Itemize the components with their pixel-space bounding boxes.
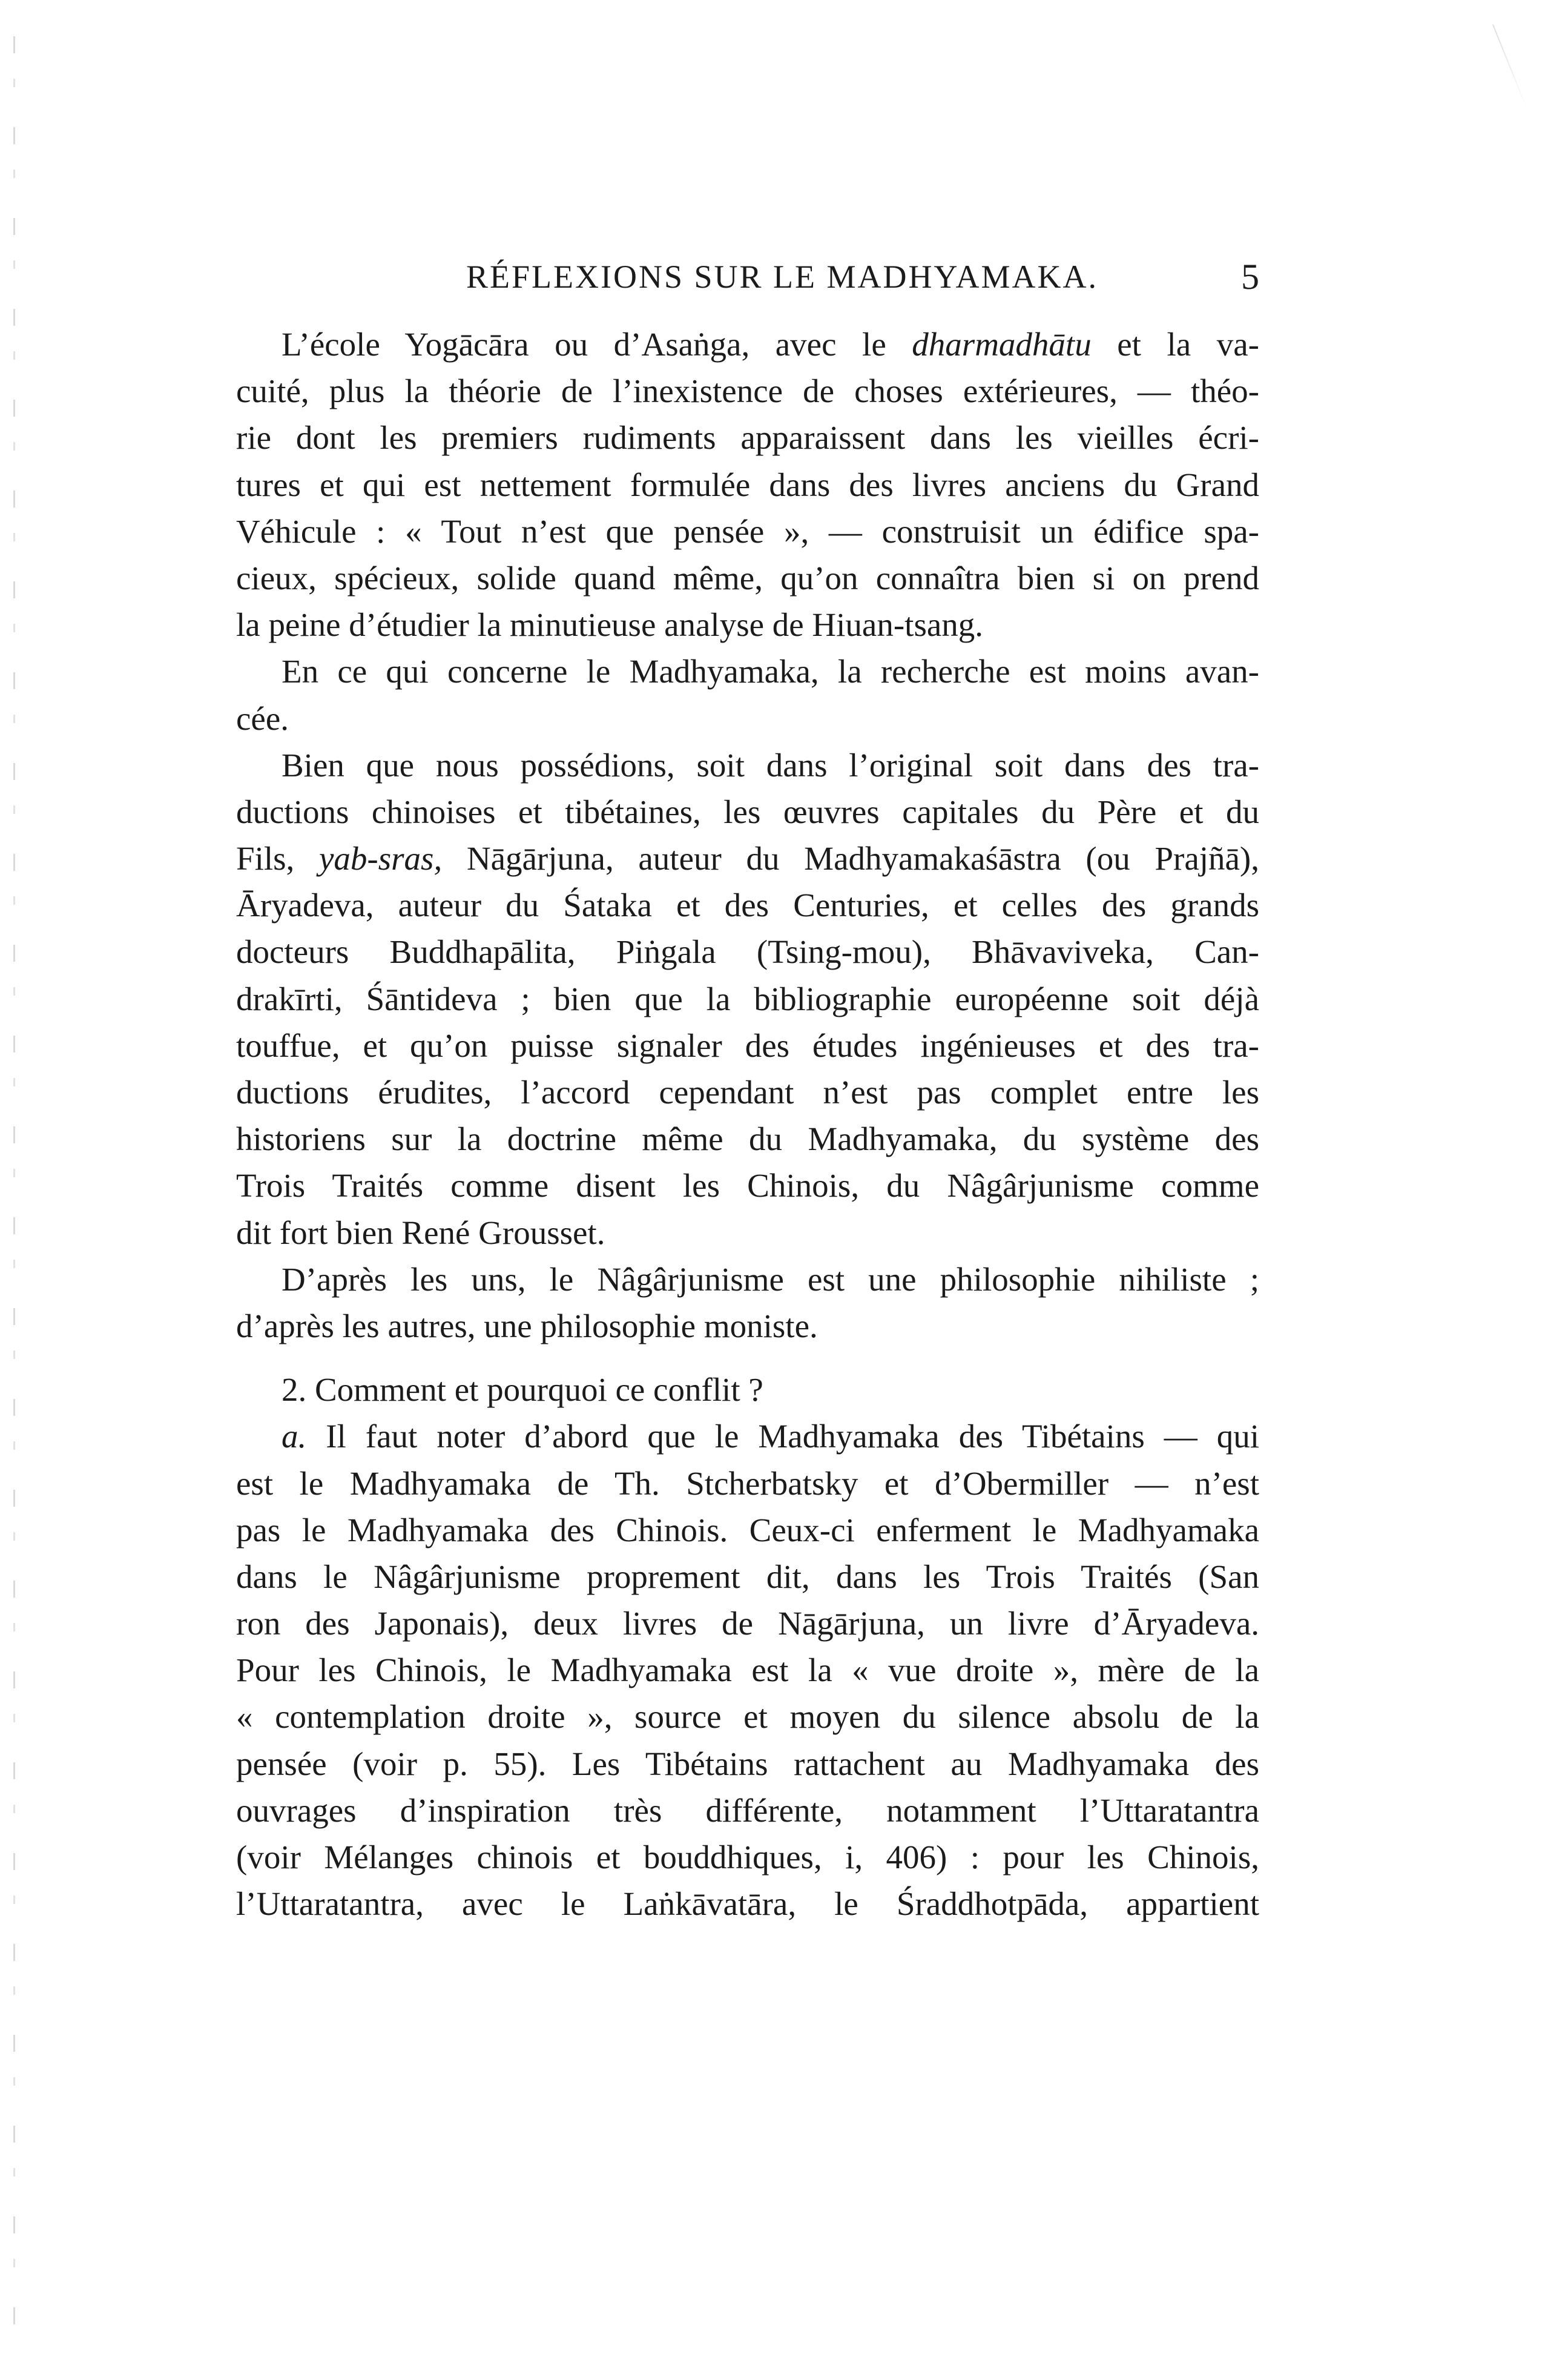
text-line	[236, 1880, 1259, 1927]
text-run: Pour les Chinois, le Madhyamaka est la « vue droite », mère de la	[236, 1651, 1259, 1689]
text-run: Fils,	[236, 840, 319, 878]
text-run: L’école Yogācāra ou d’Asaṅga, avec le	[282, 326, 912, 363]
running-title: RÉFLEXIONS SUR LE MADHYAMAKA.	[466, 259, 1099, 295]
text-line	[236, 648, 1259, 695]
text-run: Nāgārjuna, auteur du Madhyamakaśāstra (ou Prajñā),	[442, 840, 1259, 878]
text-run: docteurs Buddhapālita, Piṅgala (Tsing-mou), Bhāvaviveka, Can-	[236, 933, 1259, 971]
text-run: « contemplation droite », source et moyen du silence absolu de la	[236, 1698, 1259, 1736]
text-run: Bien que nous possédions, soit dans l’original soit dans des tra-	[282, 746, 1259, 784]
paragraph	[236, 1256, 1259, 1349]
text-run: Il faut noter d’abord que le Madhyamaka des Tibétains — qui	[306, 1418, 1259, 1455]
paragraph	[236, 648, 1259, 741]
text-line	[236, 1303, 1259, 1349]
text-run: 2. Comment et pourquoi ce conflit ?	[282, 1371, 763, 1409]
text-run: (voir Mélanges chinois et bouddhiques, i, 406) : pour les Chinois,	[236, 1839, 1259, 1876]
text-run: drakīrti, Śāntideva ; bien que la bibliographie européenne soit déjà	[236, 980, 1259, 1017]
body-text	[236, 321, 1259, 2047]
text-run: Trois Traités comme disent les Chinois, du Nâgârjunisme comme	[236, 1167, 1259, 1205]
text-line	[236, 1022, 1259, 1069]
paragraph	[236, 1366, 1259, 1413]
text-run: cée.	[236, 699, 289, 737]
italic-term: a.	[282, 1418, 307, 1455]
text-line	[236, 1600, 1259, 1647]
text-line	[236, 882, 1259, 928]
text-line	[236, 835, 1259, 882]
scan-edge-artifact	[13, 36, 15, 2325]
text-line	[236, 1647, 1259, 1693]
paragraph	[236, 321, 1259, 648]
text-line	[236, 1553, 1259, 1600]
text-line	[236, 788, 1259, 835]
text-run: D’après les uns, le Nâgârjunisme est une philosophie nihiliste ;	[282, 1260, 1259, 1298]
text-run: pas le Madhyamaka des Chinois. Ceux-ci enferment le Madhyamaka	[236, 1511, 1259, 1549]
text-line	[236, 1787, 1259, 1834]
text-line	[236, 1366, 1259, 1413]
italic-term: yab-sras,	[319, 840, 443, 878]
text-line	[236, 1460, 1259, 1507]
text-run: historiens sur la doctrine même du Madhyamaka, du système des	[236, 1120, 1259, 1158]
section-gap	[236, 1349, 1259, 1366]
text-line	[236, 601, 1259, 648]
text-run: dans le Nâgârjunisme proprement dit, dans les Trois Traités (San	[236, 1558, 1259, 1595]
text-run: ductions érudites, l’accord cependant n’est pas complet entre les	[236, 1074, 1259, 1111]
text-run: d’après les autres, une philosophie moniste.	[236, 1307, 818, 1344]
italic-term: dharmadhātu	[912, 326, 1092, 363]
text-line	[236, 321, 1259, 368]
text-line	[236, 508, 1259, 555]
text-line	[236, 1740, 1259, 1787]
text-run: dit fort bien René Grousset.	[236, 1214, 605, 1251]
text-run: pensée (voir p. 55). Les Tibétains rattachent au Madhyamaka des	[236, 1745, 1259, 1782]
text-run: touffue, et qu’on puisse signaler des études ingénieuses et des tra-	[236, 1026, 1259, 1064]
text-run: En ce qui concerne le Madhyamaka, la recherche est moins avan-	[282, 653, 1259, 690]
text-line	[236, 1256, 1259, 1303]
text-line	[236, 1069, 1259, 1116]
text-line	[236, 1834, 1259, 1880]
text-run: ductions chinoises et tibétaines, les œuvres capitales du Père et du	[236, 793, 1259, 830]
text-run: rie dont les premiers rudiments apparaissent dans les vieilles écri-	[236, 419, 1259, 457]
text-line	[236, 1162, 1259, 1209]
page-number: 5	[1241, 257, 1259, 297]
text-line	[236, 1209, 1259, 1256]
text-run: et la va-	[1091, 326, 1259, 363]
text-line	[236, 1116, 1259, 1162]
text-line	[236, 555, 1259, 601]
text-line	[236, 461, 1259, 508]
text-run: l’Uttaratantra, avec le Laṅkāvatāra, le Śraddhotpāda, appartient	[236, 1885, 1259, 1923]
text-run: est le Madhyamaka de Th. Stcherbatsky et d’Obermiller — n’est	[236, 1464, 1259, 1502]
text-line	[236, 976, 1259, 1022]
scan-mark-artifact	[1492, 24, 1527, 109]
text-line	[236, 1693, 1259, 1740]
text-run: Véhicule : « Tout n’est que pensée », — construisit un édifice spa-	[236, 512, 1259, 550]
text-line	[236, 368, 1259, 414]
text-run: ouvrages d’inspiration très différente, notamment l’Uttaratantra	[236, 1791, 1259, 1829]
text-line	[236, 695, 1259, 742]
text-run: ron des Japonais), deux livres de Nāgārjuna, un livre d’Āryadeva.	[236, 1605, 1259, 1642]
text-line	[236, 414, 1259, 461]
text-line	[236, 1413, 1259, 1459]
paragraph	[236, 742, 1259, 1256]
running-header	[236, 245, 1259, 300]
text-run: la peine d’étudier la minutieuse analyse de Hiuan-tsang.	[236, 606, 984, 644]
text-run: Āryadeva, auteur du Śataka et des Centuries, et celles des grands	[236, 887, 1259, 924]
text-line	[236, 928, 1259, 975]
text-run: tures et qui est nettement formulée dans des livres anciens du Grand	[236, 466, 1259, 503]
text-run: cuité, plus la théorie de l’inexistence de choses extérieures, — théo-	[236, 372, 1259, 410]
paragraph	[236, 1413, 1259, 1927]
text-line	[236, 742, 1259, 788]
text-line	[236, 1507, 1259, 1553]
text-run: cieux, spécieux, solide quand même, qu’on connaîtra bien si on prend	[236, 559, 1259, 597]
